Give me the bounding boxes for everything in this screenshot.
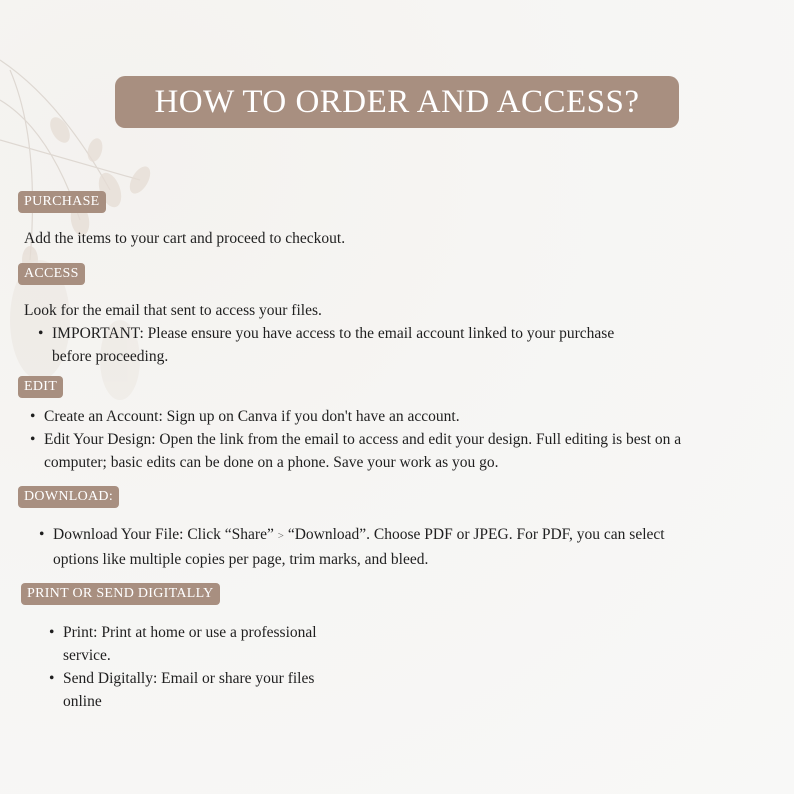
page-title: HOW TO ORDER AND ACCESS? (115, 76, 679, 128)
bullet-line: service. (63, 647, 111, 664)
list-item (30, 405, 681, 428)
list-item (30, 428, 681, 474)
arrow-glyph: > (277, 530, 284, 542)
access-text: Look for the email that sent to access your files. (24, 302, 322, 319)
edit-bullets (30, 405, 681, 474)
bullet-line (53, 523, 665, 548)
section-label-download: DOWNLOAD: (18, 486, 119, 508)
download-bullets (39, 523, 665, 571)
bullet-line: • Send Digitally: Email or share your files (63, 670, 315, 687)
list-item (49, 621, 317, 667)
section-label-access: ACCESS (18, 263, 85, 285)
section-label-purchase: PURCHASE (18, 191, 106, 213)
bullet-line: computer; basic edits can be done on a phone. Save your work as you go. (44, 454, 499, 471)
list-item (49, 667, 317, 713)
access-bullets (38, 322, 614, 368)
list-item (39, 523, 665, 571)
bullet-text: Download Your File: Click “Share” (53, 526, 278, 543)
bullet-line: before proceeding. (52, 348, 169, 365)
bullet-line: options like multiple copies per page, trim marks, and bleed. (53, 551, 429, 568)
bullet-text: “Download”. Choose PDF or JPEG. For PDF, you can select (283, 526, 665, 543)
purchase-text: Add the items to your cart and proceed to checkout. (24, 230, 346, 247)
print-bullets (49, 621, 317, 713)
bullet-line: • IMPORTANT: Please ensure you have access to the email account linked to your purchase (52, 325, 615, 342)
bullet-line: • Edit Your Design: Open the link from the email to access and edit your design. Full editing is best on a (44, 431, 682, 448)
bullet-line: • Print: Print at home or use a professional (63, 624, 317, 641)
section-label-edit: EDIT (18, 376, 63, 398)
section-label-print: PRINT OR SEND DIGITALLY (21, 583, 220, 605)
bullet-line: • Create an Account: Sign up on Canva if you don't have an account. (44, 408, 460, 425)
bullet-line: online (63, 693, 102, 710)
list-item (38, 322, 614, 368)
